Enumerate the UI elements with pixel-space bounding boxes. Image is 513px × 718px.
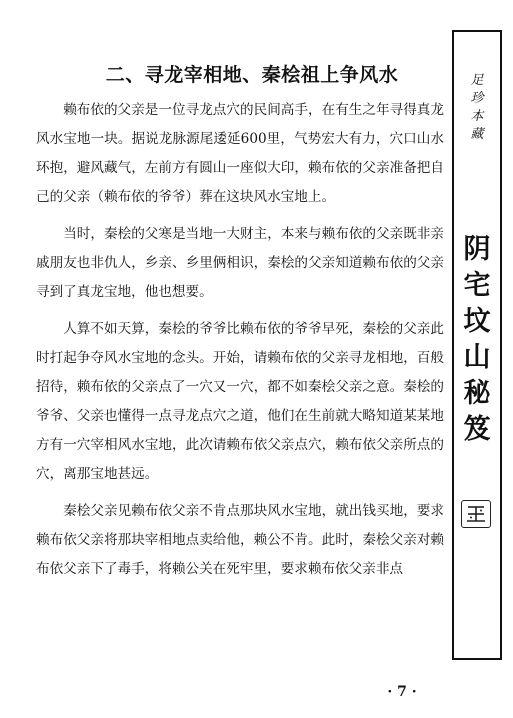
collection-brand xyxy=(454,72,500,144)
title-char: 坟 xyxy=(463,306,491,337)
section-title: 二、寻龙宰相地、秦桧祖上争风水 xyxy=(105,63,399,86)
title-char: 阴 xyxy=(463,234,491,265)
body-text xyxy=(36,96,444,592)
page-number: · 7 · xyxy=(387,684,417,700)
seal-glyph xyxy=(465,504,487,524)
brand-char: 珍 xyxy=(470,91,484,106)
title-char: 山 xyxy=(463,342,491,373)
paragraph: 人算不如天算，秦桧的爷爷比赖布依的爷爷早死，秦桧的父亲此时打起争夺风水宝地的念头。开始，请赖布依的父亲寻龙相地，百般招待，赖布依的父亲点了一穴又一穴，都不如秦桧父亲之意。秦桧的爷爷、父亲也懂得一点寻龙点穴之道，他们在生前就大略知道某某地方有一穴宰相风水宝地，此次请赖布依父亲点穴，赖布依父亲所点的穴，离那宝地甚远。 xyxy=(36,321,444,482)
title-char: 秘 xyxy=(463,378,491,409)
title-char: 笈 xyxy=(463,414,491,445)
brand-char: 本 xyxy=(470,109,484,124)
book-title-vertical xyxy=(454,232,500,448)
brand-char: 藏 xyxy=(470,127,484,142)
seal-icon xyxy=(461,500,491,528)
paragraph: 秦桧父亲见赖布依父亲不肯点那块风水宝地，就出钱买地，要求赖布依父亲将那块宰相地点卖给他，赖公不肯。此时，秦桧父亲对赖布依父亲下了毒手，将赖公关在死牢里，要求赖布依父亲非点 xyxy=(36,503,444,577)
title-char: 宅 xyxy=(463,270,491,301)
brand-char: 足 xyxy=(470,73,484,88)
paragraph: 当时，秦桧的父寒是当地一大财主，本来与赖布依的父亲既非亲戚朋友也非仇人，乡亲、乡里俩相识，秦桧的父亲知道赖布依的父亲寻到了真龙宝地，他也想要。 xyxy=(36,226,444,300)
side-banner xyxy=(452,30,502,660)
paragraph: 赖布依的父亲是一位寻龙点穴的民间高手，在有生之年寻得真龙风水宝地一块。据说龙脉源尾逶延600里，气势宏大有力，穴口山水环抱，避风藏气，左前方有圆山一座似大印，赖布依的父亲准备把自己的父亲（赖布依的爷爷）葬在这块风水宝地上。 xyxy=(36,102,444,205)
